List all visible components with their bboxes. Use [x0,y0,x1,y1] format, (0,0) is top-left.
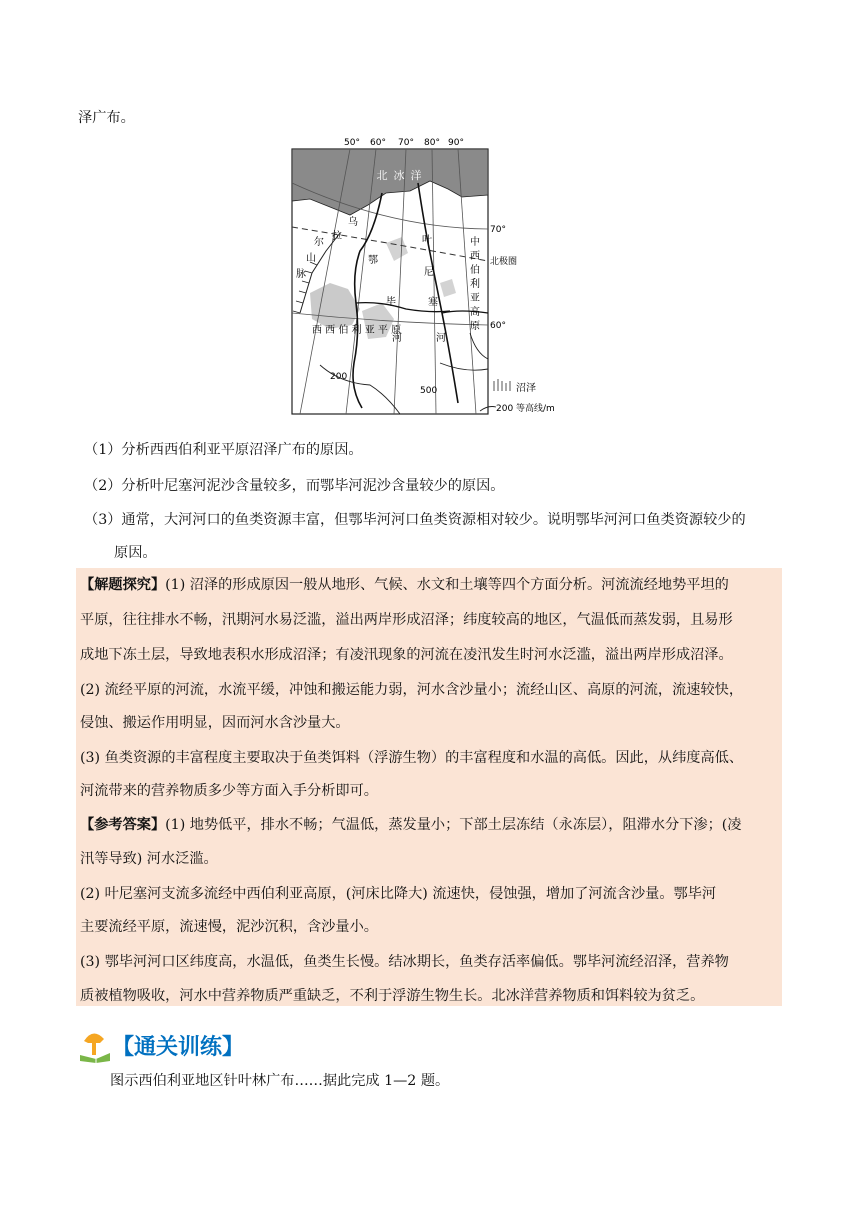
yenisei-river-suffix: 河 [436,333,446,344]
arctic-ocean-label: 北冰洋 [376,169,428,182]
plain-label: 西 西 伯 利 亚 平 原 [312,325,402,336]
swamp-legend-icon [494,379,510,391]
contour-500-label: 500 [420,386,438,396]
analysis-line-3: 成地下冻土层，导致地表积水形成沼泽；有凌汛现象的河流在凌汛发生时河水泛滥，溢出两岸形成沼泽。 [80,647,733,663]
question-3-continued: 原因。 [114,545,157,561]
longitude-label: 70° [398,138,414,148]
answer-line-5: (3) 鄂毕河河口区纬度高，水温低，鱼类生长慢。结冰期长，鱼类存活率偏低。鄂毕河流经沼泽，营养物 [80,954,729,970]
answer-line-4: 主要流经平原，流速慢，泥沙沉积，含沙量小。 [80,919,378,935]
latitude-70-label: 70° [490,225,506,235]
legend-swamp-label: 沼泽 [516,383,536,394]
yenisei-label: 叶 [422,235,432,246]
question-1: （1）分析西西伯利亚平原沼泽广布的原因。 [84,442,363,458]
analysis-label: 【解题探究】 [80,577,166,593]
arctic-circle-label: 北极圈 [490,257,518,267]
plateau-label: 伯 [470,265,480,276]
answer-line-1: 【参考答案】(1) 地势低平，排水不畅；气温低，蒸发量小；下部土层冻结（永冻层），阻滞水分下渗；(凌 [80,817,742,833]
answer-label: 【参考答案】 [80,817,166,833]
question-3: （3）通常，大河河口的鱼类资源丰富，但鄂毕河河口鱼类资源相对较少。说明鄂毕河河口鱼类资源较少的 [84,512,746,528]
siberia-map [290,133,570,418]
latitude-60-label: 60° [490,321,506,331]
ural-label: 尔 [314,237,324,248]
plateau-label: 原 [470,321,480,332]
intro-tail-text: 泽广布。 [78,110,135,126]
yenisei-label: 尼 [424,267,434,278]
legend-contour-value: 200 [496,404,514,414]
plateau-label: 西 [470,251,480,262]
analysis-line-4: (2) 流经平原的河流，水流平缓，冲蚀和搬运能力弱，河水含沙量小；流经山区、高原的河流，流速较快， [80,682,744,698]
contour-200-label: 200 [330,372,348,382]
analysis-line-5: 侵蚀、搬运作用明显，因而河水含沙量大。 [80,715,350,731]
question-2: （2）分析叶尼塞河泥沙含量较多，而鄂毕河泥沙含量较少的原因。 [84,478,505,494]
analysis-line-1: 【解题探究】(1) 沼泽的形成原因一般从地形、气候、水文和土壤等四个方面分析。河流流经地势平坦的 [80,577,729,593]
analysis-line-6: (3) 鱼类资源的丰富程度主要取决于鱼类饵料（浮游生物）的丰富程度和水温的高低。因此，从纬度高低、 [80,750,744,766]
ural-label: 脉 [296,269,306,280]
longitude-label: 50° [344,138,360,148]
analysis-line-7: 河流带来的营养物质多少等方面入手分析即可。 [80,783,378,799]
longitude-label: 80° [424,138,440,148]
longitude-label: 90° [448,138,464,148]
ural-label: 乌 [348,217,358,228]
ural-label: 拉 [332,231,342,242]
analysis-line-2: 平原，往往排水不畅，汛期河水易泛滥，溢出两岸形成沼泽；纬度较高的地区，气温低而蒸发弱，且易形 [80,612,733,628]
ob-label: 鄂 [368,255,378,266]
plateau-label: 利 [470,279,480,290]
plateau-label: 高 [470,307,480,318]
section-header [78,1025,244,1065]
plateau-label: 亚 [470,293,480,304]
ob-label: 毕 [386,297,396,308]
ural-label: 山 [306,253,316,264]
answer-line-6: 质被植物吸收，河水中营养物质严重缺乏，不利于浮游生物生长。北冰洋营养物质和饵料较为贫乏。 [80,988,705,1004]
answer-line-3: (2) 叶尼塞河支流多流经中西伯利亚高原，(河床比降大) 流速快，侵蚀强，增加了河流含沙量。鄂毕河 [80,886,717,902]
plateau-label: 中 [470,237,480,248]
longitude-label: 60° [370,138,386,148]
answer-line-2: 汛等导致) 河水泛滥。 [80,851,218,867]
ob-river-suffix: 河 [392,333,402,344]
lamp-book-icon [78,1027,112,1063]
section-intro: 图示西伯利亚地区针叶林广布……据此完成 1—2 题。 [110,1073,450,1089]
legend-contour-label: 等高线/m [516,404,555,414]
yenisei-label: 塞 [428,297,438,308]
section-title: 【通关训练】 [112,1034,245,1060]
